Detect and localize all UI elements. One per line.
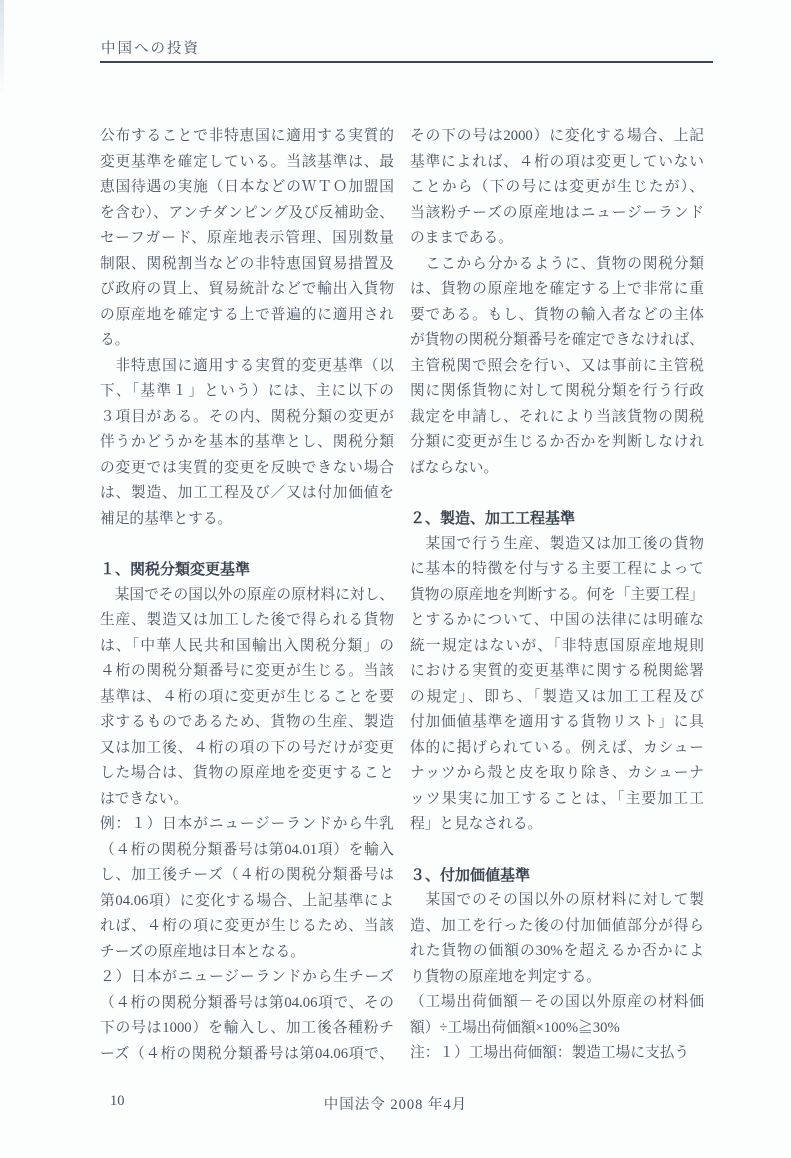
text-line: 補足的基準とする。 bbox=[100, 510, 233, 527]
text-line: れば、４桁の項に変更が生じるため、当該 bbox=[100, 918, 394, 934]
text-line: 基準によれば、４桁の項は変更していない bbox=[410, 153, 704, 170]
text-line: は、「中華人民共和国輸出入関税分類」の bbox=[100, 637, 394, 654]
text-line: 体的に掲げられている。例えば、カシュー bbox=[410, 739, 704, 756]
journal-issue-label: 中国法令 2008 年4月 bbox=[323, 1097, 468, 1113]
text-line: ことから（下の号には変更が生じたが）、 bbox=[410, 179, 704, 195]
text-line: （工場出荷価額－その国以外原産の材料価 bbox=[410, 994, 704, 1010]
text-line: 生産、製造又は加工した後で得られる貨物 bbox=[100, 612, 394, 628]
text-line: 分類に変更が生じるか否かを判断しなけれ bbox=[410, 434, 704, 450]
page-number: 10 bbox=[110, 1093, 125, 1109]
text-line: における実質的変更基準に関する税関総署 bbox=[410, 663, 704, 679]
right-text-column bbox=[410, 124, 704, 1067]
text-line: 某国でのその国以外の原材料に対して製 bbox=[410, 892, 704, 908]
text-line: 貨物の原産地を判断する。何を「主要工程」 bbox=[410, 586, 704, 603]
text-line: 例：１）日本がニュージーランドから牛乳 bbox=[100, 816, 394, 832]
text-line: は、貨物の原産地を確定する上で非常に重 bbox=[410, 281, 704, 297]
text-line: し、加工後チーズ（４桁の関税分類番号は bbox=[100, 867, 394, 883]
text-line: 変更基準を確定している。当該基準は、最 bbox=[100, 153, 394, 170]
text-line: 額）÷工場出荷価額×100%≧30% bbox=[410, 1019, 620, 1036]
text-line: 主管税関で照会を行い、又は事前に主管税 bbox=[410, 357, 704, 374]
text-line: る。 bbox=[100, 332, 130, 348]
text-line: 基準は、４桁の項に変更が生じることを要 bbox=[100, 688, 394, 705]
text-line: とするかについて、中国の法律には明確な bbox=[410, 612, 704, 628]
section-heading: ２、製造、加工工程基準 bbox=[410, 510, 576, 527]
text-line: ばならない。 bbox=[410, 459, 499, 476]
text-line: 要である。もし、貨物の輸入者などの主体 bbox=[410, 306, 704, 323]
text-line: ２）日本がニュージーランドから生チーズ bbox=[100, 969, 394, 985]
text-line: が貨物の関税分類番号を確定できなければ、 bbox=[410, 332, 704, 348]
text-line: ッツ果実に加工することは、「主要加工工 bbox=[410, 790, 704, 807]
text-line: 某国で行う生産、製造又は加工後の貨物 bbox=[410, 535, 704, 552]
text-line: の変更では実質的変更を反映できない場合 bbox=[100, 459, 394, 476]
text-line: り貨物の原産地を判定する。 bbox=[410, 968, 601, 985]
section-heading: ３、付加価値基準 bbox=[410, 866, 531, 884]
scan-edge-artifact bbox=[0, 0, 4, 95]
text-line: 統一規定はないが、「非特恵国原産地規則 bbox=[410, 637, 704, 654]
text-line: 公布することで非特恵国に適用する実質的 bbox=[100, 128, 394, 144]
header-rule bbox=[100, 61, 713, 63]
text-line: のままである。 bbox=[410, 230, 513, 246]
text-line: ここから分かるように、貨物の関税分類 bbox=[410, 255, 704, 272]
text-line: 第04.06項）に変化する場合、上記基準によ bbox=[100, 892, 394, 909]
text-line: ナッツから殻と皮を取り除き、カシューナ bbox=[410, 765, 704, 781]
text-line: 造、加工を行った後の付加価値部分が得ら bbox=[410, 917, 704, 934]
text-line: は、製造、加工工程及び／又は付加価値を bbox=[100, 485, 394, 501]
text-line: れた貨物の価額の30%を超えるか否かによ bbox=[410, 943, 704, 959]
text-line: 又は加工後、４桁の項の下の号だけが変更 bbox=[100, 739, 394, 756]
text-line: 恵国待遇の実施（日本などのＷＴＯ加盟国 bbox=[100, 179, 394, 195]
text-line: セーフガード、原産地表示管理、国別数量 bbox=[100, 230, 394, 246]
text-line: 下、「基準１」という）には、主に以下の bbox=[100, 383, 394, 399]
text-line: ３項目がある。その内、関税分類の変更が bbox=[100, 408, 394, 425]
text-line: （４桁の関税分類番号は第04.06項で、その bbox=[100, 994, 394, 1011]
left-text-column bbox=[100, 124, 394, 1067]
text-line: び政府の買上、貿易統計などで輸出入貨物 bbox=[100, 281, 394, 297]
text-line: した場合は、貨物の原産地を変更すること bbox=[100, 765, 394, 781]
text-line: に基本的特徴を付与する主要工程によって bbox=[410, 561, 704, 577]
text-line: 付加価値基準を適用する貨物リスト」に具 bbox=[410, 714, 704, 730]
text-line: 某国でその国以外の原産の原材料に対し、 bbox=[100, 586, 394, 603]
text-line: 非特恵国に適用する実質的変更基準（以 bbox=[100, 357, 394, 374]
text-line: チーズの原産地は日本となる。 bbox=[100, 943, 305, 960]
text-line: （４桁の関税分類番号は第04.01項）を輸入 bbox=[100, 841, 394, 858]
text-line: 当該粉チーズの原産地はニュージーランド bbox=[410, 204, 704, 221]
text-line: の原産地を確定する上で普遍的に適用され bbox=[100, 306, 394, 323]
text-line: 伴うかどうかを基本的基準とし、関税分類 bbox=[100, 434, 394, 450]
text-line: 下の号は1000）を輸入し、加工後各種粉チ bbox=[100, 1020, 394, 1036]
text-line: の規定」、即ち、「製造又は加工工程及び bbox=[410, 688, 704, 705]
text-line: 裁定を申請し、それにより当該貨物の関税 bbox=[410, 408, 704, 425]
text-line: はできない。 bbox=[100, 790, 189, 807]
text-line: 関に関係貨物に対して関税分類を行う行政 bbox=[410, 383, 704, 399]
text-line: ーズ（４桁の関税分類番号は第04.06項で、 bbox=[100, 1045, 394, 1062]
running-header-title: 中国への投資 bbox=[101, 41, 200, 57]
section-heading: １、関税分類変更基準 bbox=[100, 561, 251, 578]
text-line: 注：１）工場出荷価額：製造工場に支払う bbox=[410, 1045, 690, 1061]
text-line: その下の号は2000）に変化する場合、上記 bbox=[410, 128, 704, 144]
text-line: ４桁の関税分類番号に変更が生じる。当該 bbox=[100, 663, 394, 679]
text-line: を含む）、アンチダンピング及び反補助金、 bbox=[100, 204, 394, 221]
text-line: 求するものであるため、貨物の生産、製造 bbox=[100, 714, 394, 730]
page-footer bbox=[0, 1093, 791, 1114]
text-line: 程」と見なされる。 bbox=[410, 816, 543, 832]
text-line: 制限、関税割当などの非特恵国貿易措置及 bbox=[100, 255, 394, 272]
